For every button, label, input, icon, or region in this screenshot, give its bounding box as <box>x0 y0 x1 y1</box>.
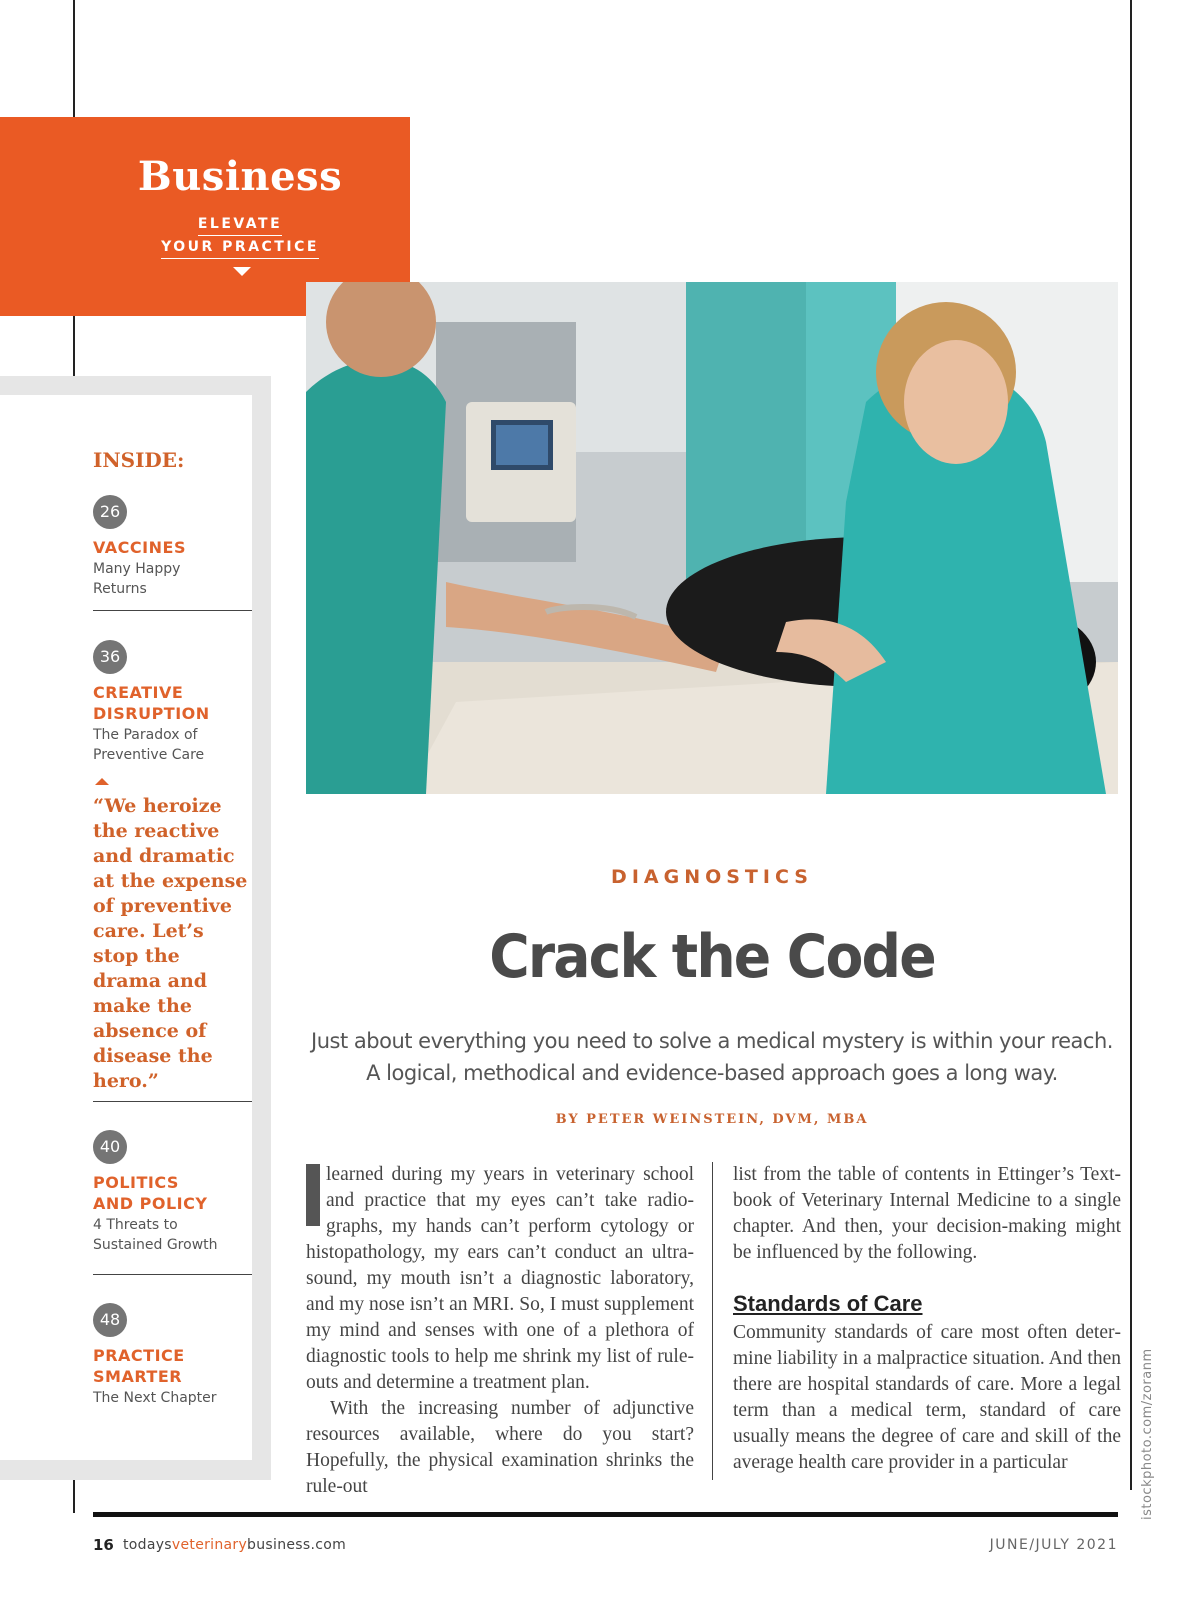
toc-item[interactable] <box>93 1130 253 1255</box>
section-title: Business <box>137 153 343 200</box>
toc-title: PRACTICE SMARTER <box>93 1346 185 1386</box>
section-tagline[interactable] <box>70 213 410 259</box>
paragraph: With the increasing number of adjunctive resources available, where do you start? Hopefully, the physical examination shrinks the rule-out <box>306 1398 694 1497</box>
page-number-badge: 26 <box>93 495 127 529</box>
section-heading: Standards of Care <box>733 1291 923 1316</box>
page-number-badge: 40 <box>93 1130 127 1164</box>
toc-title: CREATIVE DISRUPTION <box>93 683 210 723</box>
article-deck: Just about everything you need to solve a medical mystery is within your reach. A logical, methodical and evidence-based approach goes a long way. <box>311 1029 1113 1085</box>
site-url-accent: veterinary <box>171 1537 248 1553</box>
toc-title: VACCINES <box>93 538 186 557</box>
toc-subtitle: The Next Chapter <box>93 1390 217 1406</box>
inside-heading: INSIDE: <box>93 448 185 472</box>
footer-rule <box>93 1512 1118 1517</box>
article-category: DIAGNOSTICS <box>611 866 813 888</box>
drop-cap <box>306 1164 320 1226</box>
toc-divider <box>93 1101 252 1102</box>
site-url-prefix: todays <box>123 1537 172 1553</box>
site-url-suffix: business.com <box>247 1537 347 1553</box>
toc-title: POLITICS AND POLICY <box>93 1173 208 1213</box>
page-number-badge: 48 <box>93 1303 127 1337</box>
page-number-badge: 36 <box>93 640 127 674</box>
toc-divider <box>93 610 252 611</box>
vet-exam-photo <box>306 282 1118 794</box>
article-byline: BY PETER WEINSTEIN, DVM, MBA <box>555 1112 869 1127</box>
toc-item[interactable] <box>93 640 253 765</box>
article-headline: Crack the Code <box>489 922 935 992</box>
up-triangle-icon <box>95 778 109 785</box>
tagline-line-2: YOUR PRACTICE <box>161 236 319 259</box>
paragraph-text: learned during my years in veterinary school and practice that my eyes can’t take radiographs, my hands can’t perform cytology or histopathology, my ears can’t conduct an ultrasound, my mouth isn’t a diagnostic laboratory, and my nose isn’t an MRI. So, I must supplement my mind and senses with one of a plethora of diagnostic tools to help me shrink my list of rule-outs and determine a treatment plan. <box>306 1164 694 1393</box>
down-triangle-icon <box>233 267 251 276</box>
toc-subtitle: Many Happy Returns <box>93 561 181 597</box>
toc-item[interactable] <box>93 495 253 599</box>
paragraph: Community standards of care most often determine liability in a malpractice situation. And then there are hospital standards of care. More a legal term than a medical term, standard of care usually means the degree of care and skill of the average health care provider in a particular <box>733 1322 1121 1473</box>
paragraph <box>306 1162 694 1396</box>
article-photo <box>306 282 1118 794</box>
tagline-line-1: ELEVATE <box>198 213 282 236</box>
toc-divider <box>93 1274 252 1275</box>
page-number: 16 <box>93 1536 114 1554</box>
body-column-left <box>306 1162 694 1500</box>
toc-subtitle: The Paradox of Preventive Care <box>93 727 205 763</box>
toc-item[interactable] <box>93 1303 253 1408</box>
column-continuation-spacer: list from the table of contents in Ettinger’s Textbook of Veterinary Internal Medicine to a single chapter. And then, your decision-making might be influenced by the following. <box>733 1164 1121 1263</box>
body-column-right <box>733 1162 1121 1476</box>
pull-quote: “We heroize the reactive and dramatic at the expense of preventive care. Let’s stop the drama and make the absence of disease the hero.” <box>93 795 248 1092</box>
issue-date: JUNE/JULY 2021 <box>989 1537 1118 1553</box>
toc-subtitle: 4 Threats to Sustained Growth <box>93 1217 218 1253</box>
right-margin-rule <box>1130 0 1132 1490</box>
photo-credit: istockphoto.com/zoranm <box>1140 1348 1155 1520</box>
site-url[interactable] <box>123 1537 346 1553</box>
column-divider <box>712 1162 713 1480</box>
